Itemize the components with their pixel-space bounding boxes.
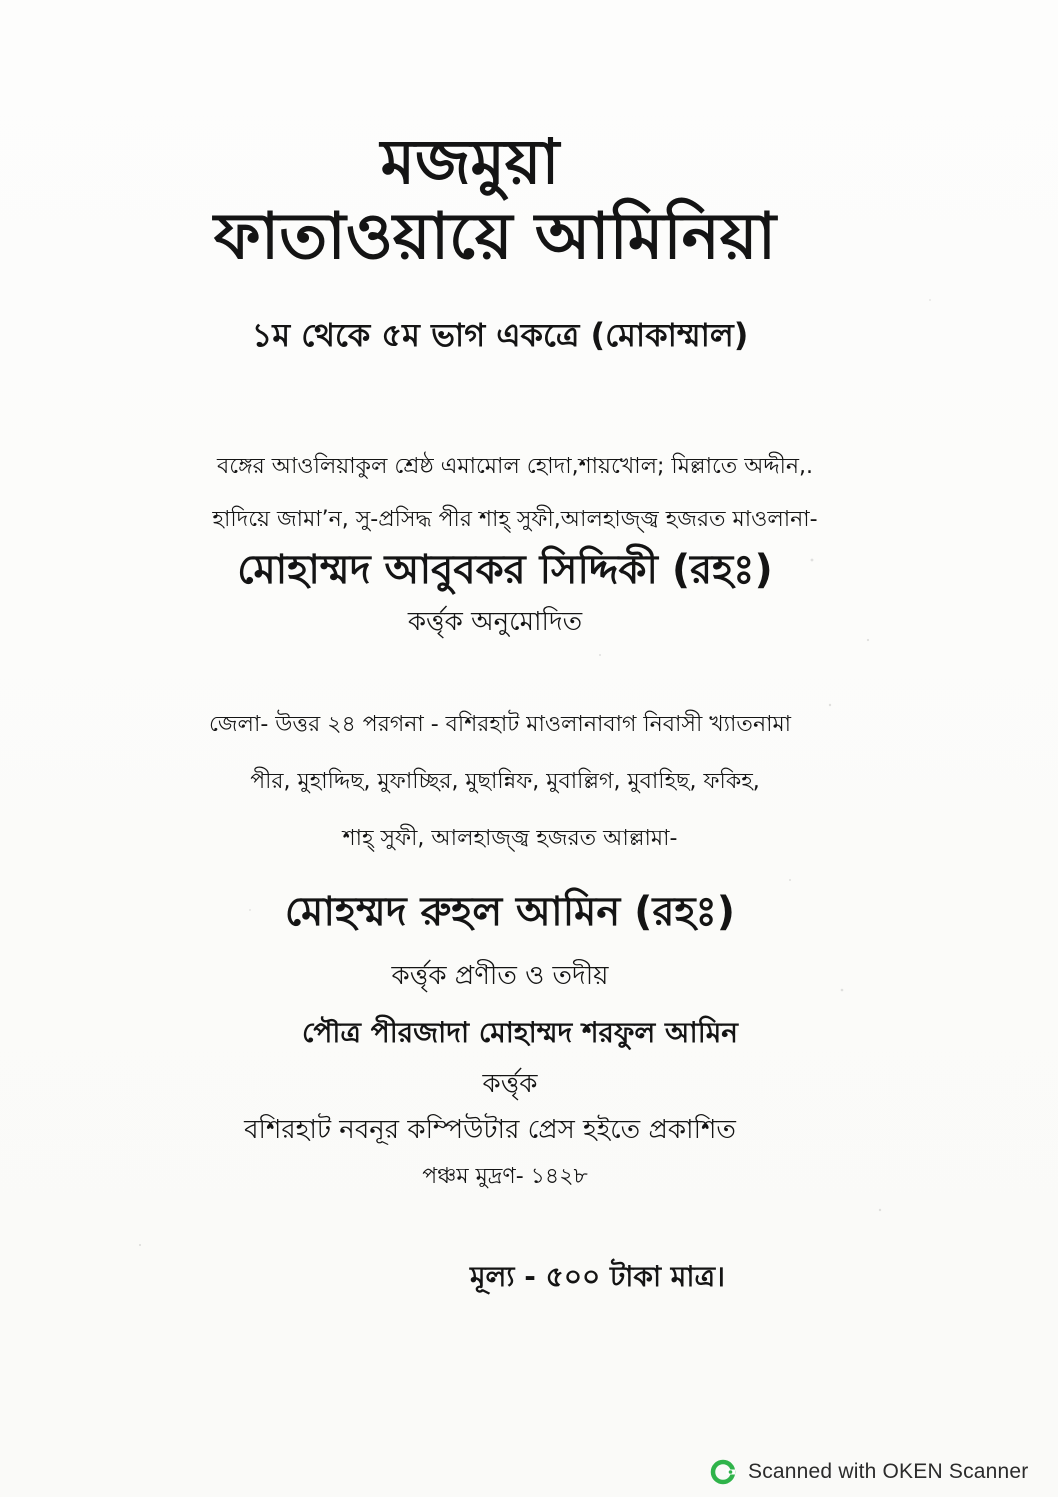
approver-name: মোহাম্মদ আবুবকর সিদ্দিকী (রহঃ): [237, 547, 773, 593]
approved-label: কর্ত্তৃক অনুমোদিত: [407, 607, 583, 637]
grandson-name: পৌত্র পীরজাদা মোহাম্মদ শরফুল আমিন: [302, 1016, 738, 1049]
author-titles-line-2: পীর, মুহাদ্দিছ, মুফাচ্ছির, মুছান্নিফ, মুবাল্লিগ, মুবাহিছ, ফকিহ,: [250, 769, 760, 794]
edition-line: পঞ্চম মুদ্রণ- ১৪২৮: [422, 1164, 588, 1189]
press-line: বশিরহাট নবনূর কম্পিউটার প্রেস হইতে প্রকাশিত: [244, 1115, 736, 1145]
oken-scanner-logo-icon: [710, 1459, 736, 1485]
author-name: মোহম্মদ রুহল আমিন (রহঃ): [284, 889, 736, 935]
book-title-line-2: ফাতাওয়ায়ে আমিনিয়া: [213, 200, 777, 274]
approver-praise-line-1: বঙ্গের আওলিয়াকুল শ্রেষ্ঠ এমামোল হোদা,শায়খোল; মিল্লাতে অদ্দীন,.: [216, 454, 814, 479]
composed-label: কর্ত্তৃক প্রণীত ও তদীয়: [391, 961, 609, 991]
by-label: কর্ত্তৃক: [482, 1069, 538, 1099]
approver-praise-line-2: হাদিয়ে জামা’ন, সু-প্রসিদ্ধ পীর শাহ্ সুফী,আলহাজ্জ্ব হজরত মাওলানা-: [212, 507, 818, 532]
volume-subtitle: ১ম থেকে ৫ম ভাগ একত্রে (মোকাম্মাল): [251, 316, 749, 354]
author-titles-line-3: শাহ্ সুফী, আলহাজ্জ্ব হজরত আল্লামা-: [342, 826, 678, 851]
scanner-watermark-text: Scanned with OKEN Scanner: [748, 1460, 1029, 1483]
book-title-line-1: মজমুয়া: [380, 125, 560, 198]
scanner-watermark: [710, 1456, 1028, 1488]
price-line: মূল্য - ৫০০ টাকা মাত্র।: [470, 1260, 726, 1293]
author-address-line-1: জেলা- উত্তর ২৪ পরগনা - বশিরহাট মাওলানাবাগ নিবাসী খ্যাতনামা: [208, 712, 792, 737]
